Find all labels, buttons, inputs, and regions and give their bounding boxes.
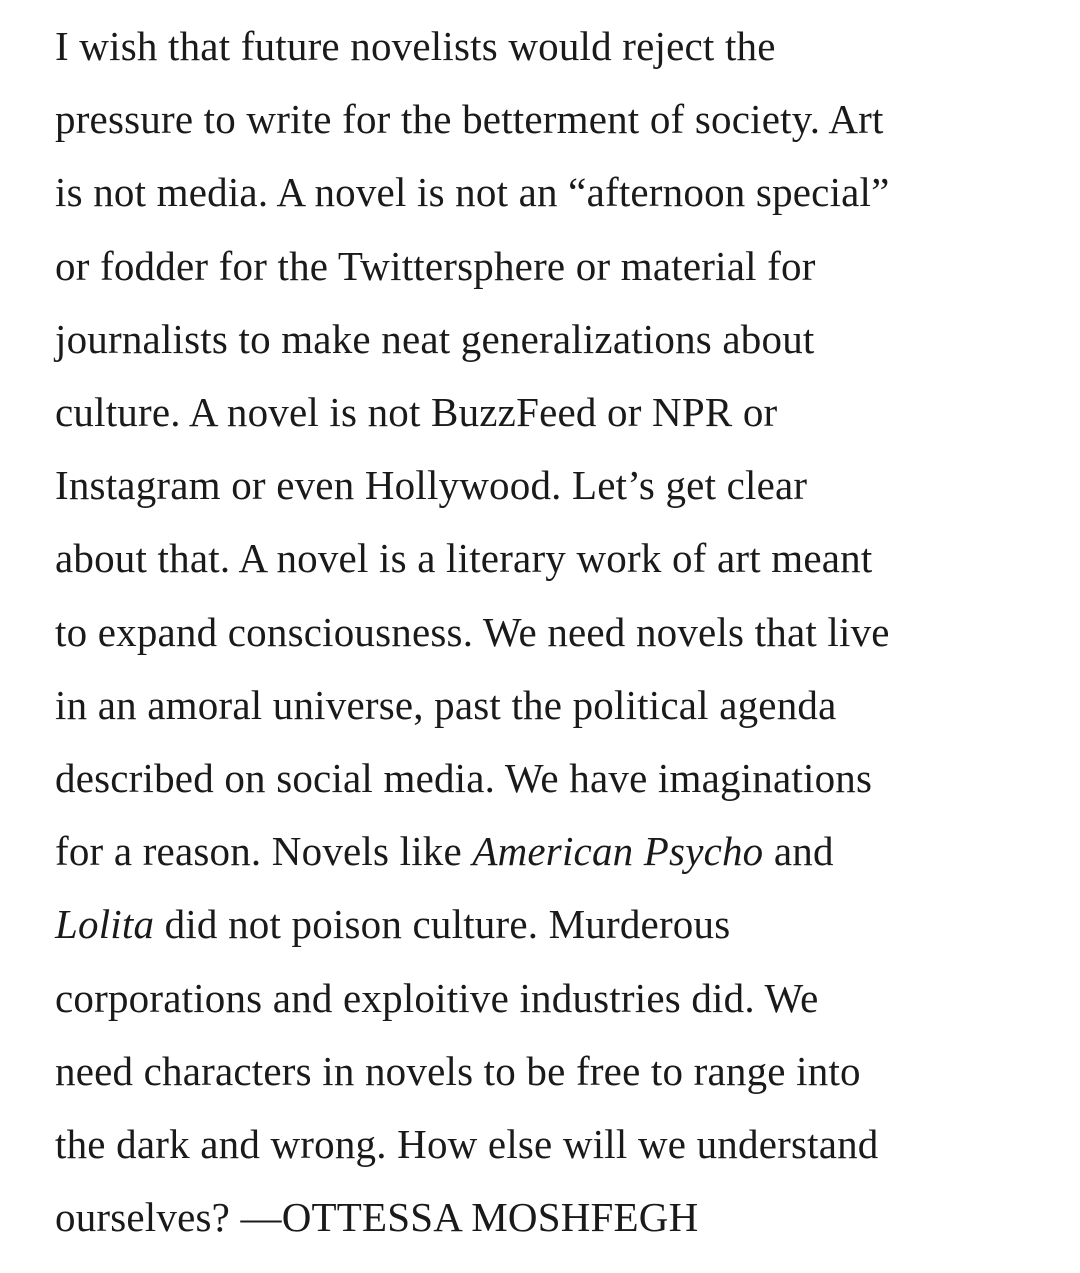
quote-line: or fodder for the Twittersphere or material for [55, 242, 816, 289]
quote-line: pressure to write for the betterment of society. Art [55, 96, 884, 143]
quote-line: the dark and wrong. How else will we understand [55, 1121, 879, 1168]
book-title-lolita: Lolita [55, 901, 155, 948]
quote-text-segment: and [763, 828, 834, 875]
quote-line: about that. A novel is a literary work of art meant [55, 535, 873, 582]
quote-line: in an amoral universe, past the political agenda [55, 681, 837, 728]
quote-line: culture. A novel is not BuzzFeed or NPR or [55, 389, 778, 436]
quote-line: journalists to make neat generalizations about [55, 315, 815, 362]
quote-line: described on social media. We have imaginations [55, 755, 873, 802]
quote-line: corporations and exploitive industries did. We [55, 974, 819, 1021]
quote-attribution-line: ourselves? —OTTESSA MOSHFEGH [55, 1194, 699, 1241]
quote-line: to expand consciousness. We need novels that live [55, 608, 890, 655]
quote-text-segment: for a reason. Novels like [55, 828, 473, 875]
quote-line: need characters in novels to be free to range into [55, 1047, 861, 1094]
quote-line [55, 888, 1065, 961]
quote-line: Instagram or even Hollywood. Let’s get clear [55, 462, 808, 509]
quote-line: is not media. A novel is not an “afternoon special” [55, 169, 890, 216]
quote-text [55, 10, 1065, 1254]
book-title-american-psycho: American Psycho [472, 828, 764, 875]
quote-line [55, 815, 1065, 888]
quote-line: I wish that future novelists would reject the [55, 23, 776, 69]
quote-text-segment: did not poison culture. Murderous [154, 901, 731, 948]
